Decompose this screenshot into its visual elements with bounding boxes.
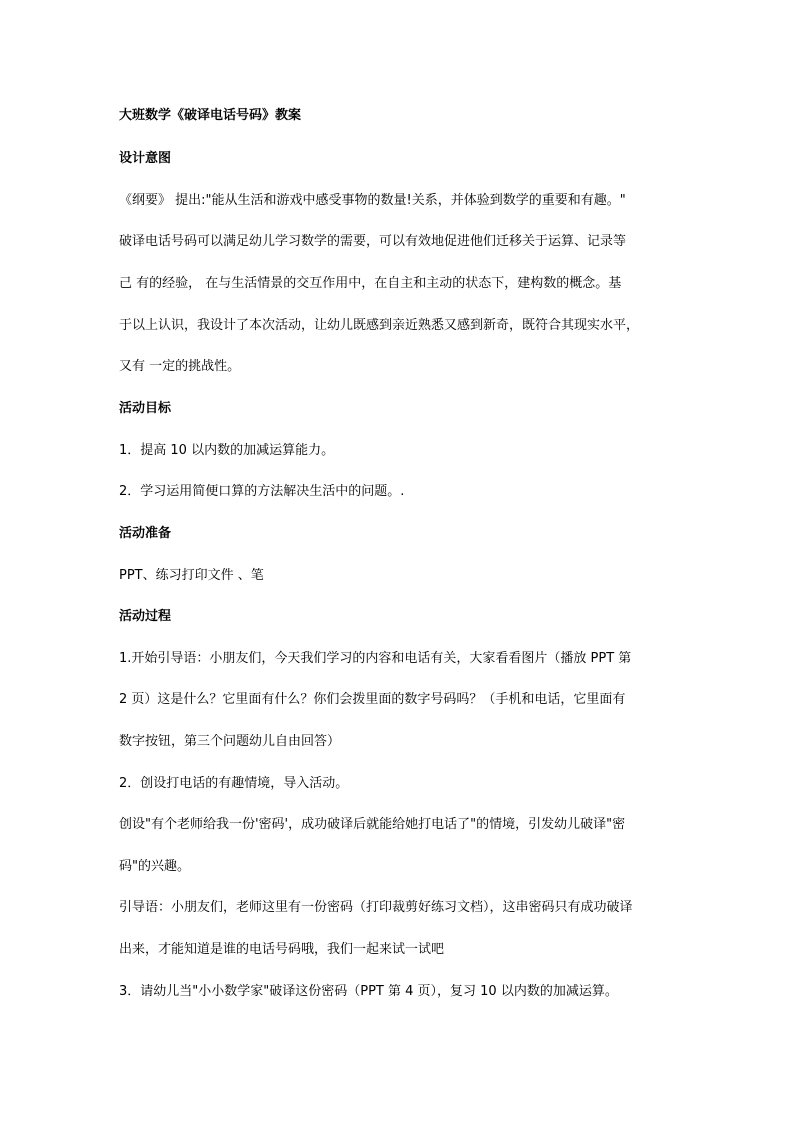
- process-line: 3．请幼儿当"小小数学家"破译这份密码（PPT 第 4 页），复习 10 以内数的加减运算。: [119, 984, 618, 999]
- design-intent-line: 于以上认识，我设计了本次活动，让幼儿既感到亲近熟悉又感到新奇，既符合其现实水平，: [119, 318, 640, 333]
- document-title: 大班数学《破译电话号码》教案: [119, 108, 302, 123]
- goals-heading: 活动目标: [119, 401, 172, 416]
- preparation-heading: 活动准备: [119, 526, 172, 541]
- process-line: 引导语：小朋友们，老师这里有一份密码（打印裁剪好练习文档），这串密码只有成功破译: [119, 900, 633, 915]
- process-line: 1.开始引导语：小朋友们，今天我们学习的内容和电话有关，大家看看图片（播放 PPT 第: [119, 651, 632, 666]
- design-intent-line: 己 有的经验， 在与生活情景的交互作用中，在自主和主动的状态下，建构数的概念。基: [119, 276, 622, 291]
- design-intent-line: 破译电话号码可以满足幼儿学习数学的需要，可以有效地促进他们迁移关于运算、记录等: [119, 234, 627, 249]
- design-intent-heading: 设计意图: [119, 151, 172, 166]
- process-line: 2 页）这是什么？它里面有什么？你们会拨里面的数字号码吗？（手机和电话，它里面有: [119, 692, 626, 707]
- goal-item: 1．提高 10 以内数的加减运算能力。: [119, 443, 335, 458]
- goal-item: 2．学习运用简便口算的方法解决生活中的问题。.: [119, 484, 405, 499]
- process-line: 出来，才能知道是谁的电话号码哦，我们一起来试一试吧: [119, 942, 445, 957]
- design-intent-line: 《纲要》 提出:"能从生活和游戏中感受事物的数量!关系，并体验到数学的重要和有趣。": [119, 193, 626, 208]
- process-line: 创设"有个老师给我一份'密码'，成功破译后就能给她打电话了"的情境，引发幼儿破译"密: [119, 817, 626, 832]
- process-line: 2．创设打电话的有趣情境，导入活动。: [119, 776, 349, 791]
- preparation-text: PPT、练习打印文件 、笔: [119, 568, 264, 583]
- process-line: 码"的兴趣。: [119, 859, 190, 874]
- process-line: 数字按钮，第三个问题幼儿自由回答）: [119, 734, 341, 749]
- process-heading: 活动过程: [119, 609, 172, 624]
- design-intent-line: 又有 一定的挑战性。: [119, 359, 241, 374]
